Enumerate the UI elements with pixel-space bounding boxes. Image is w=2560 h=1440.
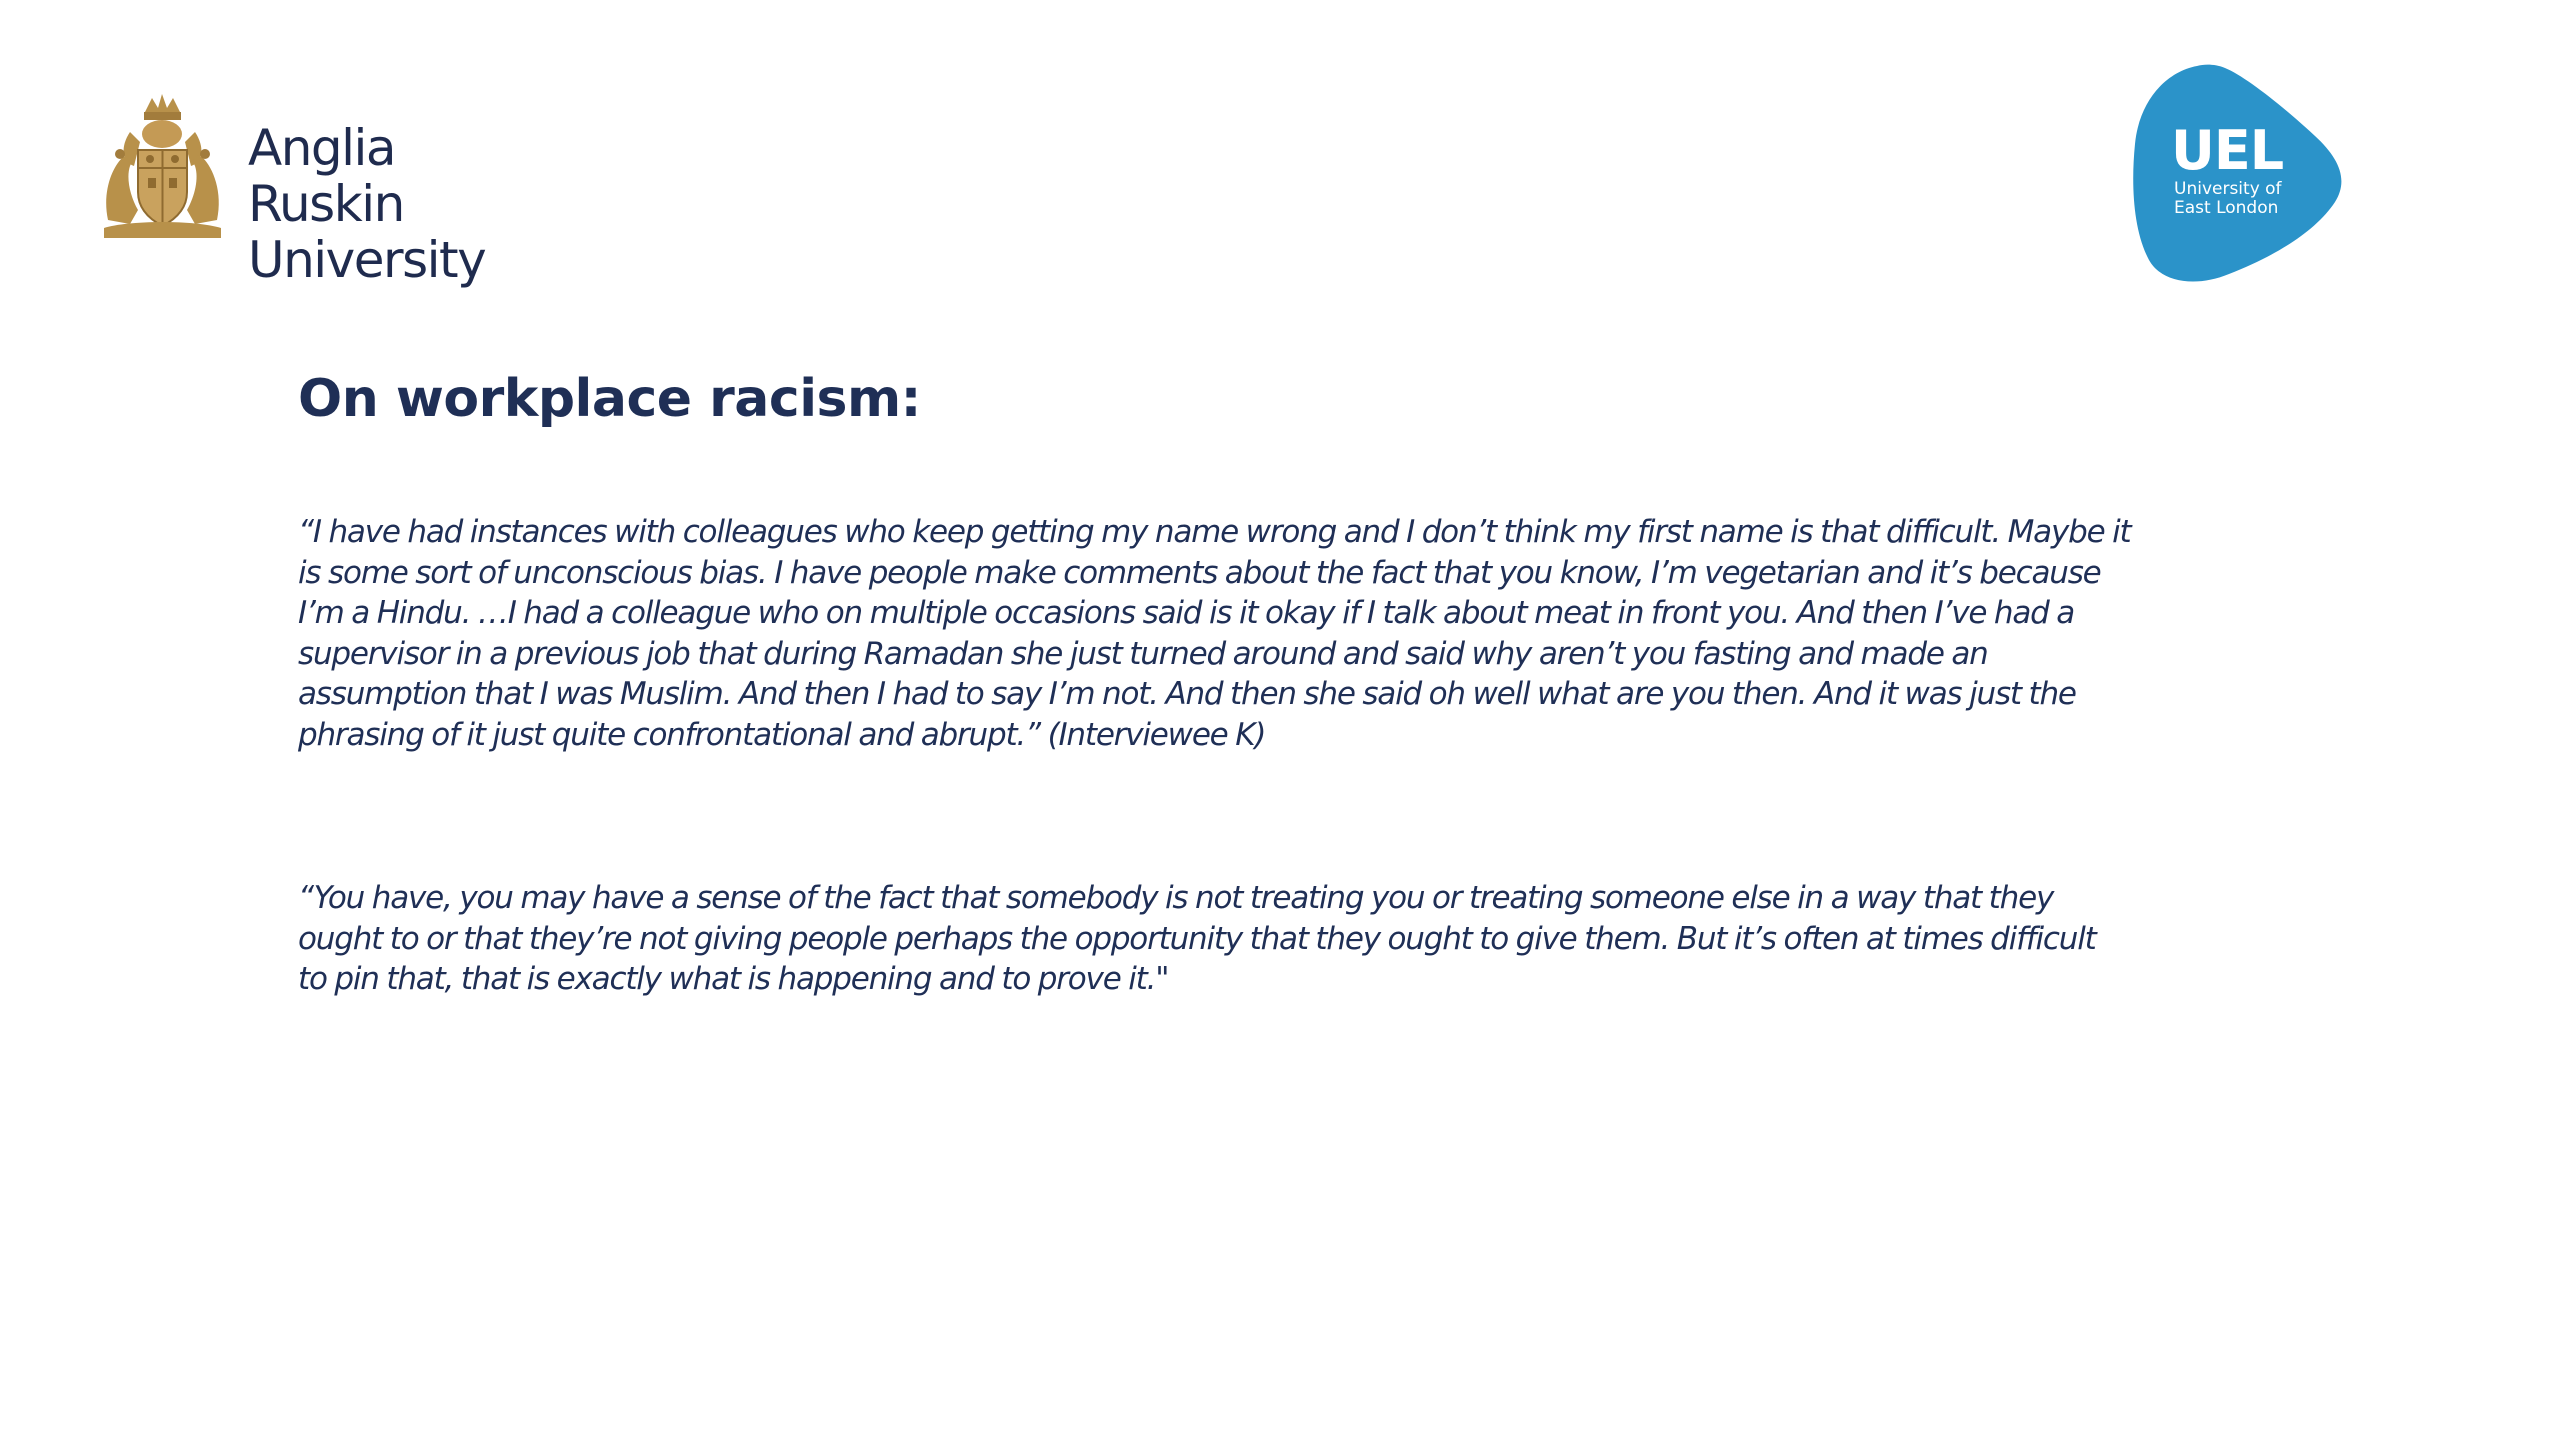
quote-line: to pin that, that is exactly what is happening and to prove it." [298,961,1169,998]
quote-line: assumption that I was Muslim. And then I had to say I’m not. And then she said oh well what are you then. And it was just the [298,676,2076,713]
logo-name-line1: Anglia Ruskin [248,119,404,233]
uel-subtitle [2174,180,2283,218]
quote-line: “You have, you may have a sense of the fact that somebody is not treating you or treating someone else in a way that they [298,880,2054,916]
anglia-ruskin-logo [100,92,560,289]
quote-line: “I have had instances with colleagues who keep getting my name wrong and I don’t think my first name is that difficult. Maybe it [298,514,2131,550]
crest-icon [100,92,225,242]
slide-title: On workplace racism: [298,369,921,429]
quote-line: phrasing of it just quite confrontational and abrupt.” (Interviewee K) [298,716,1266,753]
uel-sub-line2: East London [2174,198,2279,218]
quote-interviewee-k [298,512,2131,756]
quote-second [298,878,2096,1000]
logo-name-line2: University [248,231,486,289]
quote-line: ought to or that they’re not giving people perhaps the opportunity that they ought to give them. But it’s often at times difficult [298,920,2096,957]
quote-line: supervisor in a previous job that during Ramadan she just turned around and said why aren’t you fasting and made an [298,635,1988,672]
uel-sub-line1: University of [2174,179,2282,199]
quote-line: is some sort of unconscious bias. I have people make comments about the fact that you know, I’m vegetarian and it’s because [298,554,2101,591]
anglia-ruskin-wordmark [248,120,560,288]
uel-logo [2125,62,2345,287]
quote-line: I’m a Hindu. …I had a colleague who on multiple occasions said is it okay if I talk about meat in front you. And then I’ve had a [298,595,2075,632]
uel-abbr: UEL [2171,119,2284,182]
uel-text [2171,119,2284,218]
